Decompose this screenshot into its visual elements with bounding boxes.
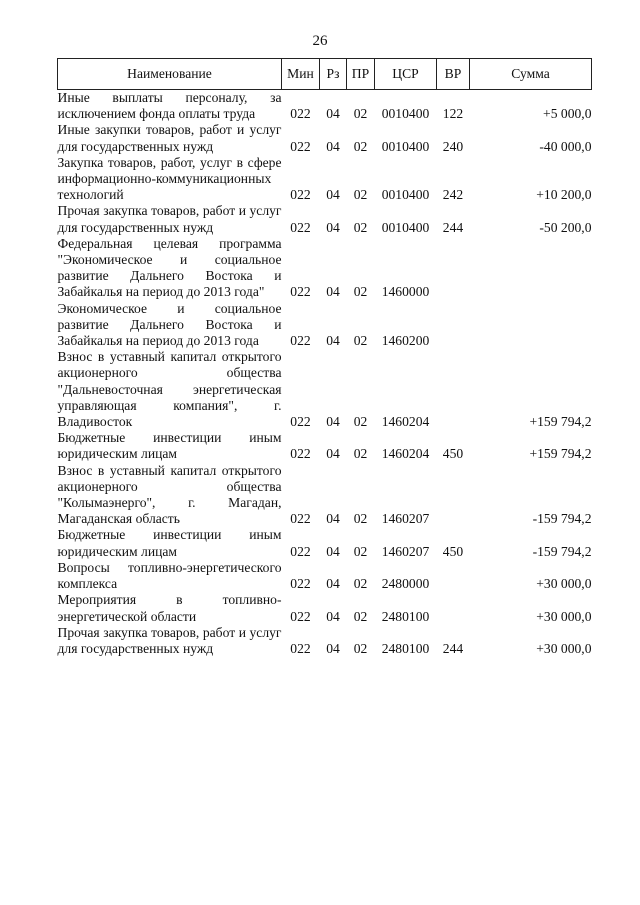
row-rz: 04 (326, 576, 340, 592)
table-row (58, 90, 592, 123)
row-min: 022 (290, 414, 311, 430)
row-csr: 0010400 (381, 187, 430, 203)
row-csr: 1460204 (381, 446, 430, 462)
row-name: Бюджетные инвестиции иным юридическим лицам (57, 527, 282, 559)
row-rz: 04 (326, 219, 340, 235)
row-vr: 450 (442, 446, 464, 462)
row-vr: 240 (442, 138, 464, 154)
row-min: 022 (290, 640, 311, 656)
row-rz: 04 (326, 333, 340, 349)
row-sum: +10 200,0 (536, 187, 592, 203)
row-min: 022 (290, 333, 311, 349)
row-pr: 02 (353, 608, 368, 624)
table-row (58, 236, 592, 301)
row-name: Прочая закупка товаров, работ и услуг для государственных нужд (57, 203, 282, 235)
row-sum: +30 000,0 (536, 640, 592, 656)
row-name: Бюджетные инвестиции иным юридическим лицам (57, 430, 282, 462)
row-sum: +159 794,2 (529, 446, 592, 462)
row-vr: 122 (442, 106, 464, 122)
row-pr: 02 (353, 284, 368, 300)
row-name: Федеральная целевая программа "Экономическое и социальное развитие Дальнего Востока и Забайкалья на период до 2013 года" (57, 235, 282, 300)
row-csr: 1460204 (381, 414, 430, 430)
row-pr: 02 (353, 446, 368, 462)
row-csr: 0010400 (381, 138, 430, 154)
row-vr (437, 560, 470, 592)
row-name: Вопросы топливно-энергетического комплекса (57, 559, 282, 592)
row-csr: 2480100 (381, 608, 430, 624)
row-pr: 02 (353, 187, 368, 203)
row-pr: 02 (353, 219, 368, 235)
header-sum: Сумма (470, 59, 592, 90)
row-csr: 2480000 (381, 576, 430, 592)
row-rz: 04 (326, 608, 340, 624)
row-min: 022 (290, 543, 311, 559)
row-vr (437, 236, 470, 301)
budget-table (57, 58, 592, 657)
row-rz: 04 (326, 640, 340, 656)
row-rz: 04 (326, 446, 340, 462)
header-name: Наименование (58, 59, 282, 90)
table-row (58, 349, 592, 430)
row-rz: 04 (326, 414, 340, 430)
header-min: Мин (282, 59, 320, 90)
table-row (58, 155, 592, 204)
row-vr: 450 (442, 543, 464, 559)
table-row (58, 625, 592, 657)
header-rz: Рз (320, 59, 347, 90)
row-vr (437, 349, 470, 430)
row-vr: 242 (442, 187, 464, 203)
row-min: 022 (290, 106, 311, 122)
row-pr: 02 (353, 543, 368, 559)
row-sum: -50 200,0 (539, 219, 592, 235)
row-min: 022 (290, 576, 311, 592)
row-csr: 1460200 (381, 333, 430, 349)
row-sum: -159 794,2 (532, 543, 592, 559)
row-name: Иные выплаты персоналу, за исключением фонда оплаты труда (57, 90, 282, 122)
row-csr: 0010400 (381, 106, 430, 122)
row-pr: 02 (353, 576, 368, 592)
row-min: 022 (290, 608, 311, 624)
row-sum: +5 000,0 (543, 106, 592, 122)
row-csr: 1460207 (381, 543, 430, 559)
row-name: Взнос в уставный капитал открытого акционерного общества "Колымаэнерго", г. Магадан, Магаданская область (57, 462, 282, 527)
table-row (58, 301, 592, 350)
table-row (58, 122, 592, 154)
table-row (58, 463, 592, 528)
row-sum: +159 794,2 (529, 414, 592, 430)
row-sum: -40 000,0 (539, 138, 592, 154)
table-row (58, 592, 592, 624)
row-pr: 02 (353, 640, 368, 656)
row-pr: 02 (353, 511, 368, 527)
table-row (58, 430, 592, 462)
table-row (58, 560, 592, 592)
row-csr: 1460207 (381, 511, 430, 527)
row-min: 022 (290, 187, 311, 203)
header-vr: ВР (437, 59, 470, 90)
row-min: 022 (290, 446, 311, 462)
row-csr: 2480100 (381, 640, 430, 656)
row-vr (437, 301, 470, 350)
row-rz: 04 (326, 511, 340, 527)
table-row (58, 203, 592, 235)
row-vr: 244 (442, 219, 464, 235)
row-csr: 0010400 (381, 219, 430, 235)
row-min: 022 (290, 138, 311, 154)
row-name: Мероприятия в топливно-энергетической области (57, 592, 282, 624)
row-vr (437, 592, 470, 624)
header-pr: ПР (347, 59, 375, 90)
row-name: Прочая закупка товаров, работ и услуг для государственных нужд (57, 624, 282, 656)
row-name: Иные закупки товаров, работ и услуг для государственных нужд (57, 122, 282, 154)
row-pr: 02 (353, 138, 368, 154)
row-rz: 04 (326, 543, 340, 559)
row-name: Экономическое и социальное развитие Дальнего Востока и Забайкалья на период до 2013 года (57, 300, 282, 349)
row-sum: +30 000,0 (536, 576, 592, 592)
table-body (58, 90, 592, 658)
table-header-row (58, 59, 592, 90)
row-sum: -159 794,2 (532, 511, 592, 527)
row-csr: 1460000 (381, 284, 430, 300)
row-min: 022 (290, 284, 311, 300)
row-sum: +30 000,0 (536, 608, 592, 624)
row-rz: 04 (326, 106, 340, 122)
header-csr: ЦСР (375, 59, 437, 90)
row-name: Взнос в уставный капитал открытого акционерного общества "Дальневосточная энергетическая управляющая компания", г. Владивосток (57, 349, 282, 430)
row-min: 022 (290, 219, 311, 235)
row-pr: 02 (353, 333, 368, 349)
row-rz: 04 (326, 138, 340, 154)
page-number: 26 (312, 33, 328, 49)
row-pr: 02 (353, 414, 368, 430)
table-row (58, 527, 592, 559)
row-vr (437, 463, 470, 528)
row-pr: 02 (353, 106, 368, 122)
row-sum (470, 236, 592, 301)
row-rz: 04 (326, 187, 340, 203)
row-rz: 04 (326, 284, 340, 300)
row-sum (470, 301, 592, 350)
row-name: Закупка товаров, работ, услуг в сфере информационно-коммуникационных технологий (57, 154, 282, 203)
row-vr: 244 (442, 640, 464, 656)
row-min: 022 (290, 511, 311, 527)
